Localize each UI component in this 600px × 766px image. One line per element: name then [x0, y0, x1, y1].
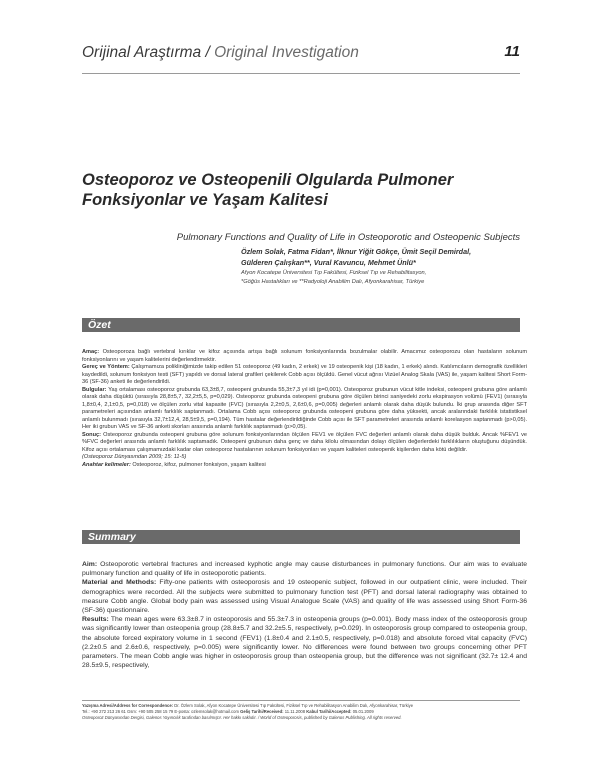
ozet-paragraph-label: Amaç: — [82, 349, 100, 355]
affiliation-line: Afyon Kocatepe Üniversitesi Tıp Fakültesi, Fiziksel Tıp ve Rehabilitasyon, — [241, 270, 427, 276]
footer-divider — [82, 700, 520, 701]
ozet-paragraph-label: Bulgular: — [82, 386, 107, 393]
ozet-keywords — [82, 462, 527, 470]
affiliation-line: *Göğüs Hastalıkları ve **Radyoloji Anabilim Dalı, Afyonkarahisar, Türkiye — [241, 279, 425, 285]
header-divider — [82, 73, 520, 74]
section-label — [82, 44, 359, 62]
summary-paragraph-text: The mean ages were 63.3±8.7 in osteoporosis and 55.3±7.3 in osteopenia groups (p=0.001). Body mass index of the osteoporosis group was significantly lower than osteopenia group (28.8±5.7 and 32.2±5.5, respectively, p=0.029). In osteoporosis group compared to osteopenia group, the absolute forced expiratory volume in 1 second (FEV1) (1.8±0.4 and 2.1±0.5, respectively, p=0.018) and absolute forced vital capacity (FVC) (2.2±0.5 and 2.6±0.6, respectively, p=0.005) were significantly lower. No differences were found between two groups concerning other PFT parameters. The mean Cobb angle was higher in osteoporosis group than osteopenia group, but the difference was not significant (32.7± 12.4 and 28.5±9.5, respectively, — [82, 616, 527, 670]
ozet-heading: Özet — [88, 319, 111, 331]
ozet-paragraph-text: Yaş ortalaması osteoporoz grubunda 63,3±8,7, osteopeni grubunda 55,3±7,3 yıl idi (p=0,001). Osteoporoz grubunun vücut kitle indeksi, osteopeni grubuna göre anlamlı olarak daha düşüktü (sırasıyla 28,8±5,7, 32,2±5,5, p=0,029). Osteoporoz grubunda osteopeni grubuna göre ölçülen birinci saniyedeki zorlu ekspirasyon volümü (FEV1) (sırasıyla 1,8±0,4, 2,1±0,5, p=0,018) ve ölçülen zorlu vital kapasite (FVC) (sırasıyla 2,2±0,5, 2,6±0,6, p=0,005) değerleri anlamlı olarak daha düşük bulundu. İki grup arasında diğer SFT parametreleri açısından anlamlı farklılık saptanmadı. Ortalama Cobb açısı osteoporoz grubunda osteopeni grubuna göre daha yüksekti, ancak aralarındaki farklılık istatistiksel anlamlı bulunmadı (sırasıyla 32,7±12,4, 28,5±9,5, p=0,194). Tüm hastalar değerlendirildiğinde Cobb açısı ile SFT parametreleri arasında anlamlı korelasyon saptanmadı (p>0,05). Her iki grubun VAS ve SF-36 anketi skorları arasında anlamlı farklılık saptanmadı (p>0,05). — [82, 386, 527, 430]
ozet-paragraph — [82, 364, 527, 387]
ozet-paragraph — [82, 349, 527, 364]
author-line: Özlem Solak, Fatma Fidan*, İlknur Yiğit Gökçe, Ümit Seçil Demirdal, — [241, 247, 472, 256]
article-title-line: Fonksiyonlar ve Yaşam Kalitesi — [82, 191, 328, 209]
summary-paragraph-label: Aim: — [82, 561, 98, 568]
publisher-line: Osteoporoz Dünyasından Dergisi, Galenos Yayıncılık tarafından basılmıştır. Her hakkı saklıdır. / World of Osteoporosis, published by Galenos Publishing. All rights reserved. — [82, 715, 402, 720]
article-title-line: Osteoporoz ve Osteopenili Olgularda Pulmoner — [82, 171, 454, 189]
summary-paragraph-text: Fifty-one patients with osteoporosis and 19 osteopenic subject, followed in our outpatient clinic, were included. Their demographics were recorded. All the subjects were submitted to pulmonary function test (PFT) and dorsal lateral radiography was obtained to measure Cobb angle. Global body pain was assessed using Visual Analogue Scale (VAS) and quality of life was assessed using Short Form-36 (SF-36) questionnaire. — [82, 579, 527, 615]
summary-heading-band — [82, 530, 520, 544]
correspondence-label: Yazışma Adresi/Address for Correspondence: — [82, 703, 174, 708]
summary-paragraph-label: Material and Methods: — [82, 579, 157, 587]
summary-paragraph — [82, 560, 527, 578]
ozet-heading-band — [82, 318, 520, 332]
accepted-date: 05.01.2009 — [351, 709, 374, 714]
summary-heading: Summary — [88, 531, 136, 543]
correspondence-footer — [82, 703, 527, 721]
ozet-paragraph-label: Sonuç: — [82, 431, 101, 438]
ozet-abstract — [82, 349, 527, 469]
ozet-paragraph-text: Çalışmamıza polikliniğimizde takip edilen 51 osteoporoz (49 kadın, 2 erkek) ve 19 osteopenik kişi (18 kadın, 1 erkek) alındı. Katılımcıların demografik özellikleri kaydedildi, solunum fonksiyon testi (SFT) yapıldı ve dorsal lateral grafileri çekilerek Cobb açısı ölçüldü. Genel vücut ağrısı Vizüel Analog Skala (VAS) ile, yaşam kalitesi Short Form-36 (SF-36) anketi ile değerlendirildi. — [82, 364, 527, 385]
section-label-tr: Orijinal Araştırma — [82, 44, 202, 61]
affiliations — [241, 269, 531, 287]
ozet-paragraph-text: Osteoporoza bağlı vertebral kırıklar ve kifoz açısında artışa bağlı solunum fonksiyonlarında bozulmalar olabilir. Amacımız osteoporozu olan hastaların solunum fonksiyonlarını ve yaşam kalitelerini değerlendirmektir. — [82, 349, 527, 363]
received-label: Geliş Tarihi/Received: — [238, 709, 284, 714]
section-label-en: Original Investigation — [214, 44, 359, 61]
summary-paragraph-label: Results: — [82, 616, 109, 624]
summary-paragraph-text: Osteoporotic vertebral fractures and increased kyphotic angle may cause disturbances in pulmonary functions. Our aim was to evaluate pulmonary function and quality of life in osteoporotic patients. — [82, 561, 527, 578]
author-list — [241, 246, 531, 268]
running-header — [82, 44, 520, 66]
ozet-paragraph-label: Gereç ve Yöntem: — [82, 364, 130, 370]
correspondence-text: Dr. Özlem Solak, Afyon Kocatepe Üniversitesi Tıp Fakültesi, Fiziksel Tıp ve Rehabilitasyon Anabilim Dalı, Afyonkarahisar, Türkiye — [173, 703, 414, 708]
ozet-citation: (Osteoporoz Dünyasından 2009; 15: 11-5) — [82, 454, 187, 460]
received-date: 11.11.2008 — [283, 709, 306, 714]
ozet-paragraph-text: Osteoporoz grubunda osteopeni grubuna göre solunum fonksiyonlarından ölçülen FEV1 ve ölçülen FVC değerleri anlamlı olarak daha düşük bulduk. Ancak %FEV1 ve %FVC değerleri arasında anlamlı farklılık saptamadık. Osteopeni grubunun daha genç ve daha kilolu olmasından dolayı ölçülen değerlerdeki farklılıkların oluştuğunu düşündük. Kifoz açısı ortalaması çalışmamızdaki kadar olan osteoporoz hastalarının solunum fonksiyonları ve yaşam kaliteleri osteopenik kişilerden daha kötü değildir. — [82, 431, 527, 453]
page-number: 11 — [504, 43, 520, 60]
keywords-text: Osteoporoz, kifoz, pulmoner fonksiyon, yaşam kalitesi — [130, 461, 266, 468]
summary-paragraph — [82, 615, 527, 670]
article-title — [82, 170, 522, 210]
summary-abstract — [82, 560, 527, 670]
ozet-paragraph — [82, 432, 527, 455]
ozet-paragraph — [82, 387, 527, 432]
contact-text: Tel.: +90 272 213 26 61 Gsm: +90 505 258 15 79 E-posta: ozlemsolak@hotmail.com — [82, 709, 239, 714]
accepted-label: Kabul Tarihi/Accepted: — [305, 709, 352, 714]
section-separator: / — [201, 44, 215, 61]
english-title: Pulmonary Functions and Quality of Life in Osteoporotic and Osteopenic Subjects — [176, 232, 520, 243]
author-line: Gülderen Çalışkan**, Vural Kavuncu, Mehmet Ünlü* — [241, 258, 416, 267]
summary-paragraph — [82, 578, 527, 615]
keywords-label: Anahtar kelimeler: — [82, 461, 131, 468]
